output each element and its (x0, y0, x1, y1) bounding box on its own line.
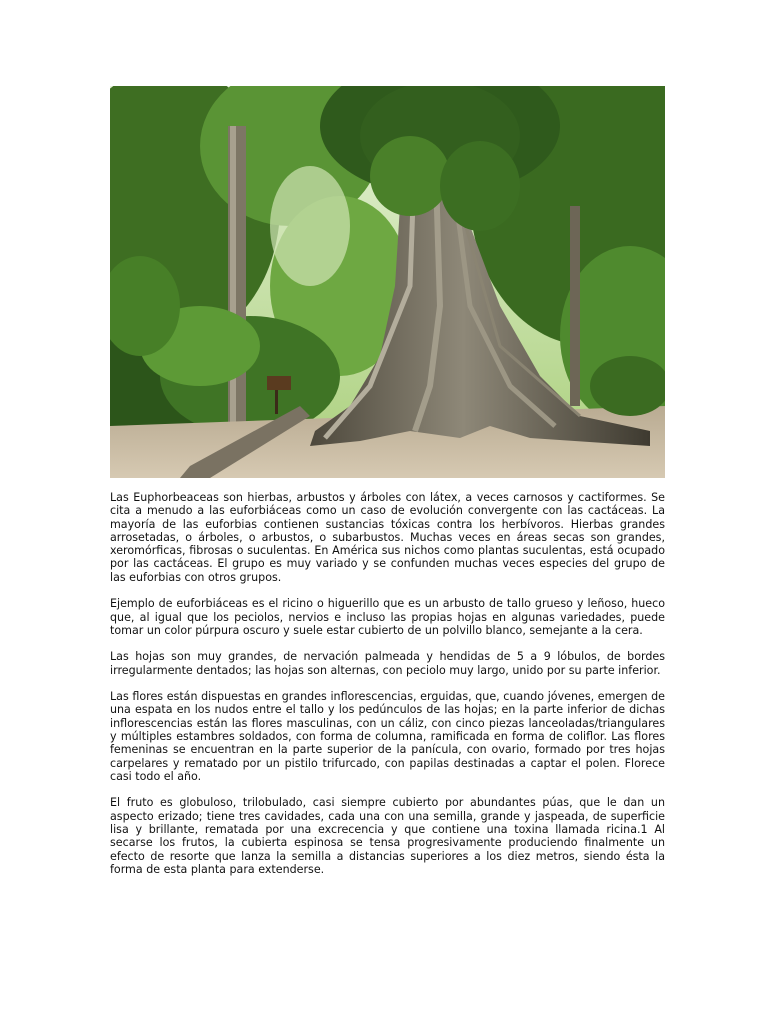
paragraph-3: Las hojas son muy grandes, de nervación palmeada y hendidas de 5 a 9 lóbulos, de bordes irregularmente dentados; las hojas son alternas, con peciolo muy largo, unido por su parte inferior. (110, 650, 665, 677)
body-text (110, 491, 665, 876)
paragraph-5: El fruto es globuloso, trilobulado, casi siempre cubierto por abundantes púas, que le dan un aspecto erizado; tiene tres cavidades, cada una con una semilla, grande y jaspeada, de superficie lisa y brillante, rematada por una excrecencia y que contiene una toxina llamada ricina.1 Al secarse los frutos, la cubierta espinosa se tensa progresivamente produciendo finalmente un efecto de resorte que lanza la semilla a distancias superiores a los diez metros, siendo ésta la forma de esta planta para extenderse. (110, 796, 665, 876)
buttress-tree-image (110, 86, 665, 478)
tree-photo (110, 86, 665, 478)
paragraph-1: Las Euphorbeaceas son hierbas, arbustos y árboles con látex, a veces carnosos y cactiformes. Se cita a menudo a las euforbiáceas como un caso de evolución convergente con las cactáceas. La mayoría de las euforbias contienen sustancias tóxicas contra los herbívoros. Hierbas grandes arrosetadas, o árboles, o arbustos, o subarbustos. Muchas veces en áreas secas son grandes, xeromórficas, fibrosas o suculentas. En América sus nichos como plantas suculentas, está ocupado por las cactáceas. El grupo es muy variado y se confunden muchas veces especies del grupo de las euforbias con otros grupos. (110, 491, 665, 584)
paragraph-4: Las flores están dispuestas en grandes inflorescencias, erguidas, que, cuando jóvenes, emergen de una espata en los nudos entre el tallo y los pedúnculos de las hojas; en la parte inferior de dichas inflorescencias están las flores masculinas, con un cáliz, con cinco piezas lanceoladas/triangulares y múltiples estambres soldados, con forma de columna, ramificada en forma de coliflor. Las flores femeninas se encuentran en la parte superior de la panícula, con ovario, formado por tres hojas carpelares y rematado por un pistilo trifurcado, con papilas destinadas a captar el polen. Florece casi todo el año. (110, 690, 665, 783)
document-page (110, 86, 665, 889)
paragraph-2: Ejemplo de euforbiáceas es el ricino o higuerillo que es un arbusto de tallo grueso y leñoso, hueco que, al igual que los peciolos, nervios e incluso las propias hojas en algunas variedades, puede tomar un color púrpura oscuro y suele estar cubierto de un polvillo blanco, semejante a la cera. (110, 597, 665, 637)
